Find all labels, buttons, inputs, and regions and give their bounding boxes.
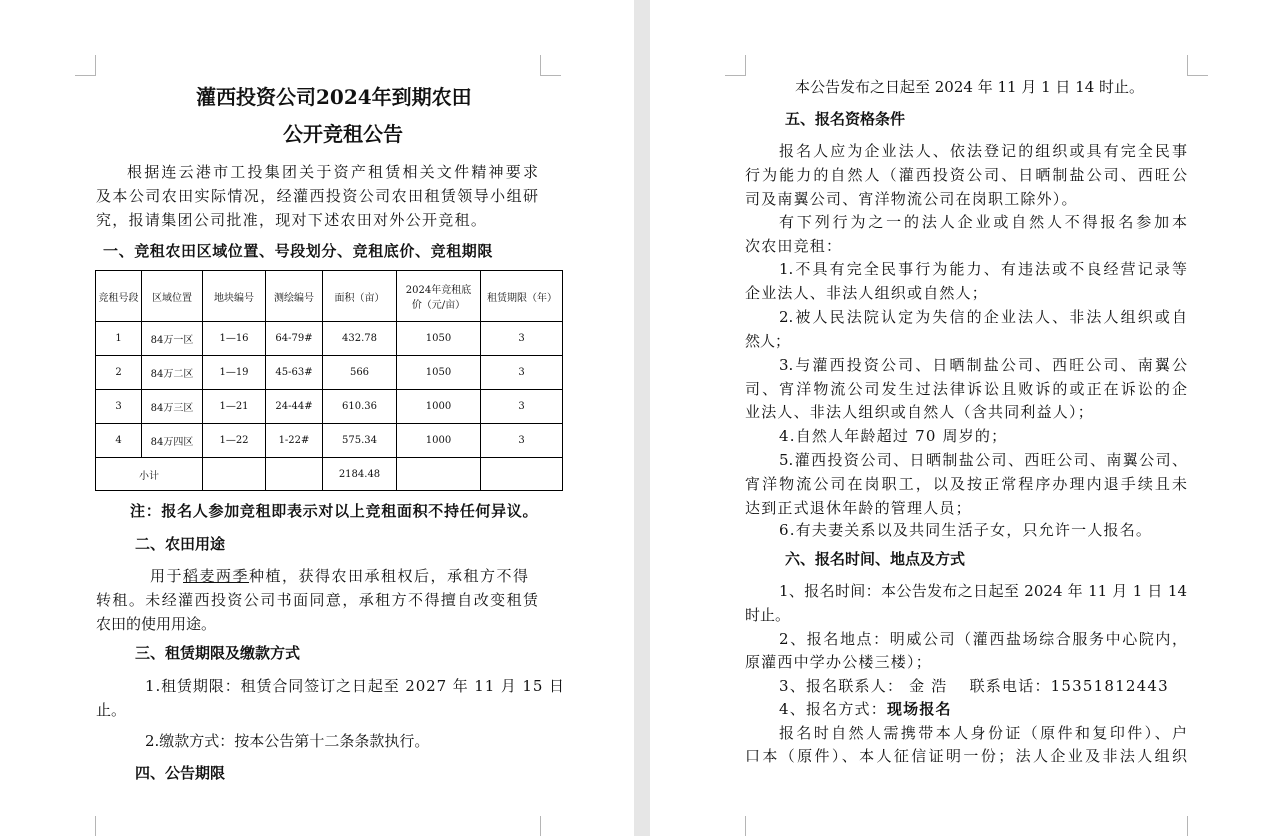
text-line: 时止。 (745, 606, 791, 624)
cell: 84万一区 (142, 322, 203, 356)
method-value: 现场报名 (886, 700, 952, 718)
table-row (96, 424, 563, 458)
usage-line: 转租。未经灌西投资公司书面同意，承租方不得擅自改变租赁 (96, 591, 538, 609)
contact-line: 3、报名联系人： 金 浩 联系电话：15351812443 (779, 677, 1169, 695)
usage-crop: 稻麦两季 (183, 567, 250, 585)
text-line: 业法人、非法人组织或自然人（含共同利益人）； (745, 403, 1094, 421)
cell (481, 458, 563, 491)
table-header-row (96, 271, 563, 322)
usage-line (150, 566, 530, 586)
section-heading-2: 二、农田用途 (135, 535, 226, 553)
cell: 3 (96, 390, 142, 424)
header-cell: 租赁期限（年） (481, 271, 563, 322)
text-line: 口本（原件）、本人征信证明一份；法人企业及非法人组织 (745, 747, 1187, 765)
margin-mark (1187, 816, 1208, 836)
intro-line: 及本公司农田实际情况，经灌西投资公司农田租赁领导小组研 (96, 187, 538, 205)
notice-period: 本公告发布之日起至 2024 年 11 月 1 日 14 时止。 (795, 78, 1145, 96)
cell: 1—21 (203, 390, 266, 424)
cell: 3 (481, 322, 563, 356)
subtotal-label: 小计 (96, 458, 203, 491)
text-line: 3.与灌西投资公司、日晒制盐公司、西旺公司、南翼公 (779, 356, 1187, 374)
cell: 4 (96, 424, 142, 458)
cell: 1000 (397, 424, 481, 458)
cell: 3 (481, 356, 563, 390)
cell: 84万三区 (142, 390, 203, 424)
margin-mark (725, 816, 746, 836)
cell: 1—19 (203, 356, 266, 390)
margin-mark (540, 55, 561, 76)
cell: 3 (481, 424, 563, 458)
text-line: 1.不具有完全民事行为能力、有违法或不良经营记录等 (779, 260, 1187, 278)
subtotal-area: 2184.48 (323, 458, 397, 491)
table-row (96, 322, 563, 356)
cell: 1000 (397, 390, 481, 424)
cell: 1-22# (266, 424, 323, 458)
text-line: 原灌西中学办公楼三楼）； (745, 653, 932, 671)
document-page-1 (0, 0, 634, 836)
cell: 575.34 (323, 424, 397, 458)
text-line: 企业法人、非法人组织或自然人； (745, 284, 989, 302)
text-line: 司及南翼公司、宵洋物流公司在岗职工除外）。 (745, 190, 1078, 208)
text-line: 2.被人民法院认定为失信的企业法人、非法人组织或自 (779, 308, 1187, 326)
header-cell: 区域位置 (142, 271, 203, 322)
cell: 432.78 (323, 322, 397, 356)
cell: 84万二区 (142, 356, 203, 390)
subtotal-row (96, 458, 563, 491)
table-row (96, 390, 563, 424)
document-page-2 (650, 0, 1285, 836)
intro-line: 究，报请集团公司批准，现对下述农田对外公开竞租。 (96, 211, 488, 229)
cell: 1—16 (203, 322, 266, 356)
table-row (96, 356, 563, 390)
text-line: 报名时自然人需携带本人身份证（原件和复印件）、户 (779, 724, 1187, 742)
section-heading-4: 四、公告期限 (135, 764, 226, 782)
section-heading-1: 一、竞租农田区域位置、号段划分、竞租底价、竞租期限 (103, 242, 494, 260)
text-line: 报名人应为企业法人、依法登记的组织或具有完全民事 (779, 142, 1187, 160)
text-line: 次农田竞租： (745, 237, 843, 255)
cell: 610.36 (323, 390, 397, 424)
section-heading-6: 六、报名时间、地点及方式 (785, 550, 966, 568)
cell (397, 458, 481, 491)
cell (203, 458, 266, 491)
text-line: 行为能力的自然人（灌西投资公司、日晒制盐公司、西旺公 (745, 166, 1187, 184)
margin-mark (75, 55, 96, 76)
cell: 24-44# (266, 390, 323, 424)
text-line: 宵洋物流公司在岗职工，以及按正常程序办理内退手续且未 (745, 475, 1187, 493)
doc-title-line2: 公开竞租公告 (283, 122, 403, 146)
text-line: 然人； (745, 332, 791, 350)
section-heading-5: 五、报名资格条件 (785, 110, 906, 128)
cell: 1050 (397, 356, 481, 390)
text-line: 达到正式退休年龄的管理人员； (745, 499, 972, 517)
cell: 1—22 (203, 424, 266, 458)
header-cell: 2024年竞租底价（元/亩） (397, 271, 481, 322)
cell: 2 (96, 356, 142, 390)
margin-mark (725, 55, 746, 76)
cell: 3 (481, 390, 563, 424)
method-label: 4、报名方式： (779, 700, 887, 718)
usage-pre: 用于 (150, 567, 184, 585)
usage-post: 种植，获得农田承租权后，承租方不得 (249, 567, 530, 585)
margin-mark (540, 816, 561, 836)
doc-title-line1: 灌西投资公司2024年到期农田 (196, 85, 472, 109)
payment-line: 2.缴款方式：按本公告第十二条条款执行。 (145, 732, 430, 750)
usage-line: 农田的使用用途。 (96, 615, 217, 633)
table-note: 注：报名人参加竞租即表示对以上竞租面积不持任何异议。 (130, 502, 539, 520)
header-cell: 地块编号 (203, 271, 266, 322)
cell: 45-63# (266, 356, 323, 390)
term-line: 止。 (96, 701, 127, 719)
text-line: 4.自然人年龄超过 70 周岁的； (779, 427, 1008, 445)
header-cell: 测绘编号 (266, 271, 323, 322)
text-line: 5.灌西投资公司、日晒制盐公司、西旺公司、南翼公司、 (779, 451, 1187, 469)
cell (266, 458, 323, 491)
intro-line: 根据连云港市工投集团关于资产租赁相关文件精神要求 (127, 163, 538, 181)
text-line: 1、报名时间：本公告发布之日起至 2024 年 11 月 1 日 14 (779, 582, 1187, 600)
margin-mark (75, 816, 96, 836)
cell: 84万四区 (142, 424, 203, 458)
header-cell: 竞租号段 (96, 271, 142, 322)
text-line: 司、宵洋物流公司发生过法律诉讼且败诉的或正在诉讼的企 (745, 380, 1187, 398)
cell: 64-79# (266, 322, 323, 356)
cell: 566 (323, 356, 397, 390)
text-line: 2、报名地点：明威公司（灌西盐场综合服务中心院内， (779, 630, 1187, 648)
cell: 1050 (397, 322, 481, 356)
header-cell: 面积（亩） (323, 271, 397, 322)
text-line: 6.有夫妻关系以及共同生活子女，只允许一人报名。 (779, 521, 1153, 539)
text-line: 有下列行为之一的法人企业或自然人不得报名参加本 (779, 213, 1187, 231)
cell: 1 (96, 322, 142, 356)
farmland-table (95, 270, 563, 491)
term-line: 1.租赁期限：租赁合同签订之日起至 2027 年 11 月 15 日 (145, 677, 565, 695)
section-heading-3: 三、租赁期限及缴款方式 (135, 644, 301, 662)
method-line (779, 699, 952, 719)
margin-mark (1187, 55, 1208, 76)
